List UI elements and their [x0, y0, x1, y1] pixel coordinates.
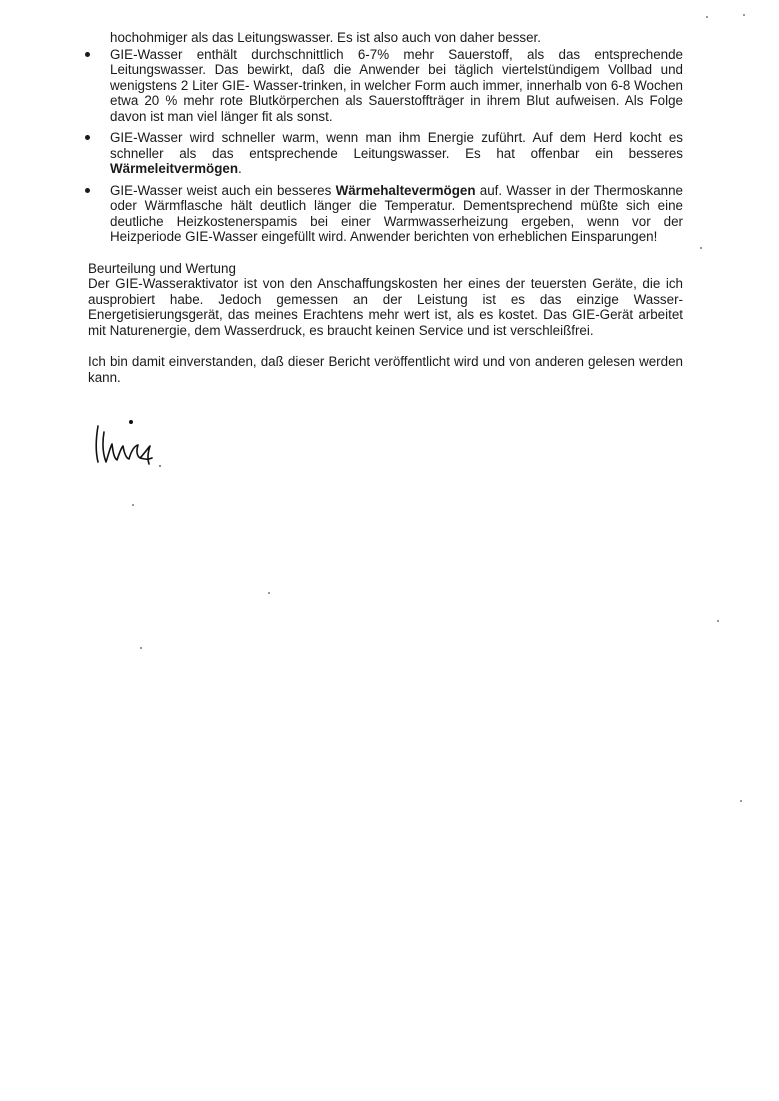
bullet-list: [88, 47, 683, 245]
bullet-item-oxygen: [88, 47, 683, 125]
handwritten-signature: [92, 418, 164, 468]
scan-speck: [717, 620, 719, 622]
scan-speck: [268, 592, 270, 594]
document-body: [88, 30, 683, 385]
consent-paragraph: Ich bin damit einverstanden, daß dieser Bericht veröffentlicht wird und von anderen gelesen werden kann.: [88, 354, 683, 385]
bullet-dot-icon: [85, 188, 90, 193]
scan-speck: [132, 504, 134, 506]
continued-line: hochohmiger als das Leitungswasser. Es ist also auch von daher besser.: [110, 30, 541, 45]
bullet-text: GIE-Wasser wird schneller warm, wenn man ihm Energie zuführt. Auf dem Herd kocht es schneller als das entsprechende Leitungswasser. Es hat offenbar ein besseres: [110, 130, 683, 161]
scan-speck: [740, 800, 742, 802]
bullet-bold-term: Wärmeleitvermögen: [110, 161, 238, 176]
bullet-item-heat-retention: [88, 183, 683, 245]
bullet-dot-icon: [85, 52, 90, 57]
bullet-item-heat-conduction: [88, 130, 683, 177]
scan-speck: [140, 647, 142, 649]
bullet-text-end: auf. Wasser in der Thermoskanne oder Wärmflasche hält deutlich länger die Temperatur. Dementsprechend müßte sich eine deutliche Heizkostenerspamis bei einer Warmwasserheizung ergeben, wenn vor der Heizperiode GIE-Wasser eingefüllt wird. Anwender berichten von erheblichen Einsparungen!: [110, 182, 683, 244]
scan-speck: [706, 16, 708, 18]
section-heading: Beurteilung und Wertung: [88, 260, 236, 276]
bullet-dot-icon: [85, 135, 90, 140]
bullet-bold-term: Wärmehaltevermögen: [335, 182, 476, 198]
scan-speck: [743, 14, 745, 16]
bullet-text: GIE-Wasser weist auch ein besseres: [110, 182, 336, 198]
evaluation-paragraph: Der GIE-Wasseraktivator ist von den Anschaffungskosten her eines der teuersten Geräte, die ich ausprobiert habe. Jedoch gemessen an der Leistung ist es das einzige Wasser-Energetisierungsgerät, das meines Erachtens mehr wert ist, als es kostet. Das GIE-Gerät arbeitet mit Naturenergie, dem Wasserdruck, es braucht keinen Service und ist verschleißfrei.: [88, 276, 683, 338]
bullet-text-end: .: [238, 161, 242, 176]
bullet-text: GIE-Wasser enthält durchschnittlich 6-7% mehr Sauerstoff, als das entsprechende Leitungswasser. Das bewirkt, daß die Anwender bei täglich viertelstündigem Vollbad und wenigstens 2 Liter GIE- Wasser-trinken, in welcher Form auch immer, innerhalb von 6-8 Wochen etwa 20 % mehr rote Blutkörperchen als Sauerstoffträger in ihrem Blut aufweisen. Als Folge davon ist man viel länger fit als sonst.: [110, 46, 683, 124]
scan-speck: [700, 247, 702, 249]
